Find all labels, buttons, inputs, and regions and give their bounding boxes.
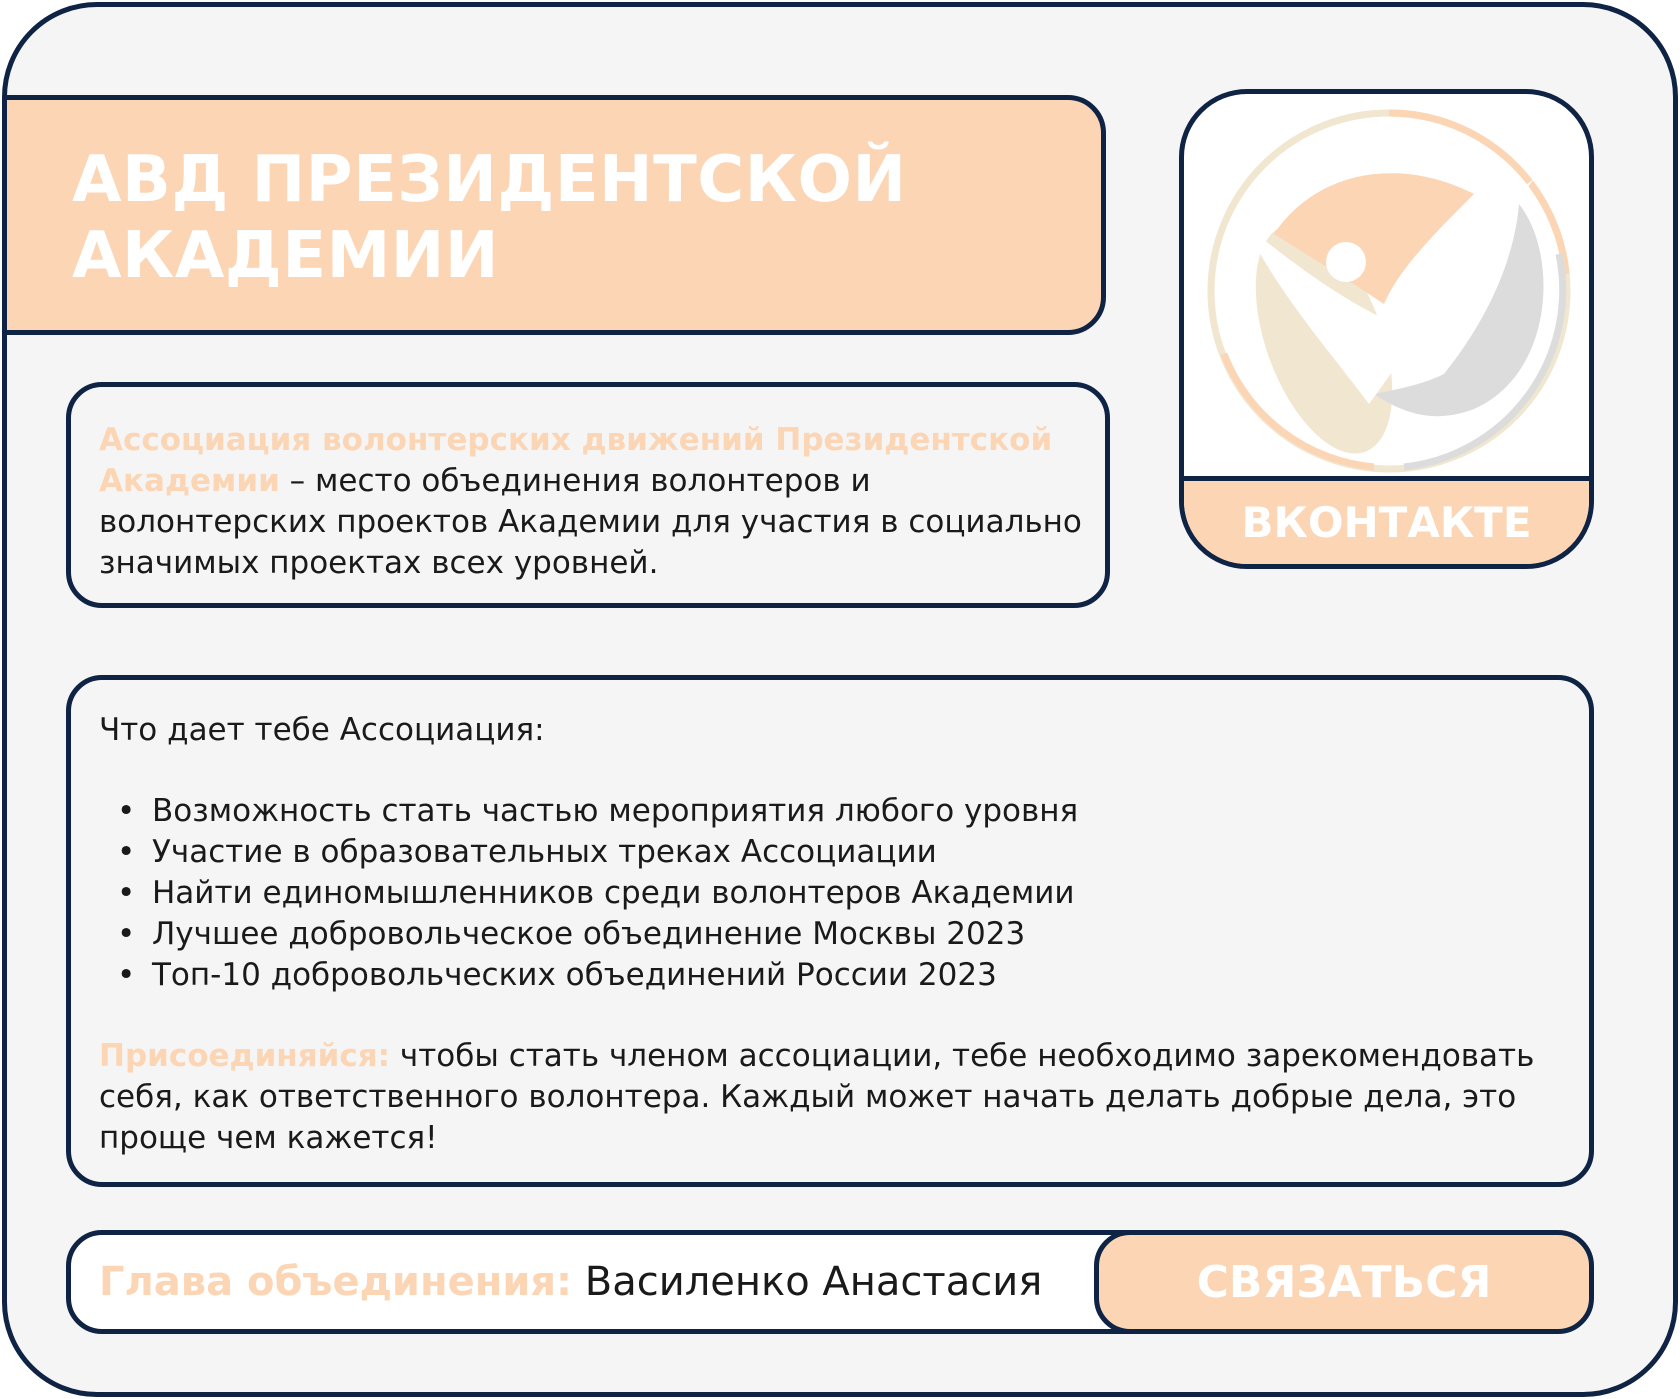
list-item: • Лучшее добровольческое объединение Москвы 2023 <box>99 914 1589 955</box>
list-item: • Участие в образовательных треках Ассоциации <box>99 832 1589 873</box>
contact-role: Глава объединения: <box>99 1259 573 1305</box>
benefits-intro: Что дает тебе Ассоциация: <box>99 712 545 748</box>
contact-button[interactable]: СВЯЗАТЬСЯ <box>1094 1230 1594 1334</box>
description-text: – место объединения волонтеров и волонтерских проектов Академии для участия в социально значимых проектах всех уровней. <box>99 463 1082 581</box>
join-paragraph <box>99 1036 1589 1159</box>
title-line-2: АКАДЕМИИ <box>72 219 499 293</box>
contact-label <box>99 1235 1042 1329</box>
page-title <box>72 142 1101 294</box>
list-item: • Возможность стать частью мероприятия любого уровня <box>99 791 1589 832</box>
title-banner <box>2 95 1106 335</box>
description-highlight: Ассоциация волонтерских движений Президентской Академии <box>99 422 1053 499</box>
description-box <box>66 382 1110 608</box>
vk-button[interactable]: ВКОНТАКТЕ <box>1184 476 1589 564</box>
join-highlight: Присоединяйся: <box>99 1038 391 1074</box>
vk-card[interactable] <box>1179 89 1594 569</box>
contact-bar <box>66 1230 1594 1334</box>
list-item: • Топ-10 добровольческих объединений России 2023 <box>99 955 1589 996</box>
join-text: чтобы стать членом ассоциации, тебе необходимо зарекомендовать себя, как ответственного волонтера. Каждый может начать делать добрые дела, это проще чем кажется! <box>99 1038 1535 1156</box>
list-item: • Найти единомышленников среди волонтеров Академии <box>99 873 1589 914</box>
benefits-box <box>66 675 1594 1187</box>
volunteer-checkmark-logo-icon <box>1184 94 1589 484</box>
title-line-1: АВД ПРЕЗИДЕНТСКОЙ <box>72 143 907 217</box>
main-card <box>2 2 1678 1397</box>
contact-name: Василенко Анастасия <box>572 1259 1043 1305</box>
benefits-list <box>99 791 1589 996</box>
